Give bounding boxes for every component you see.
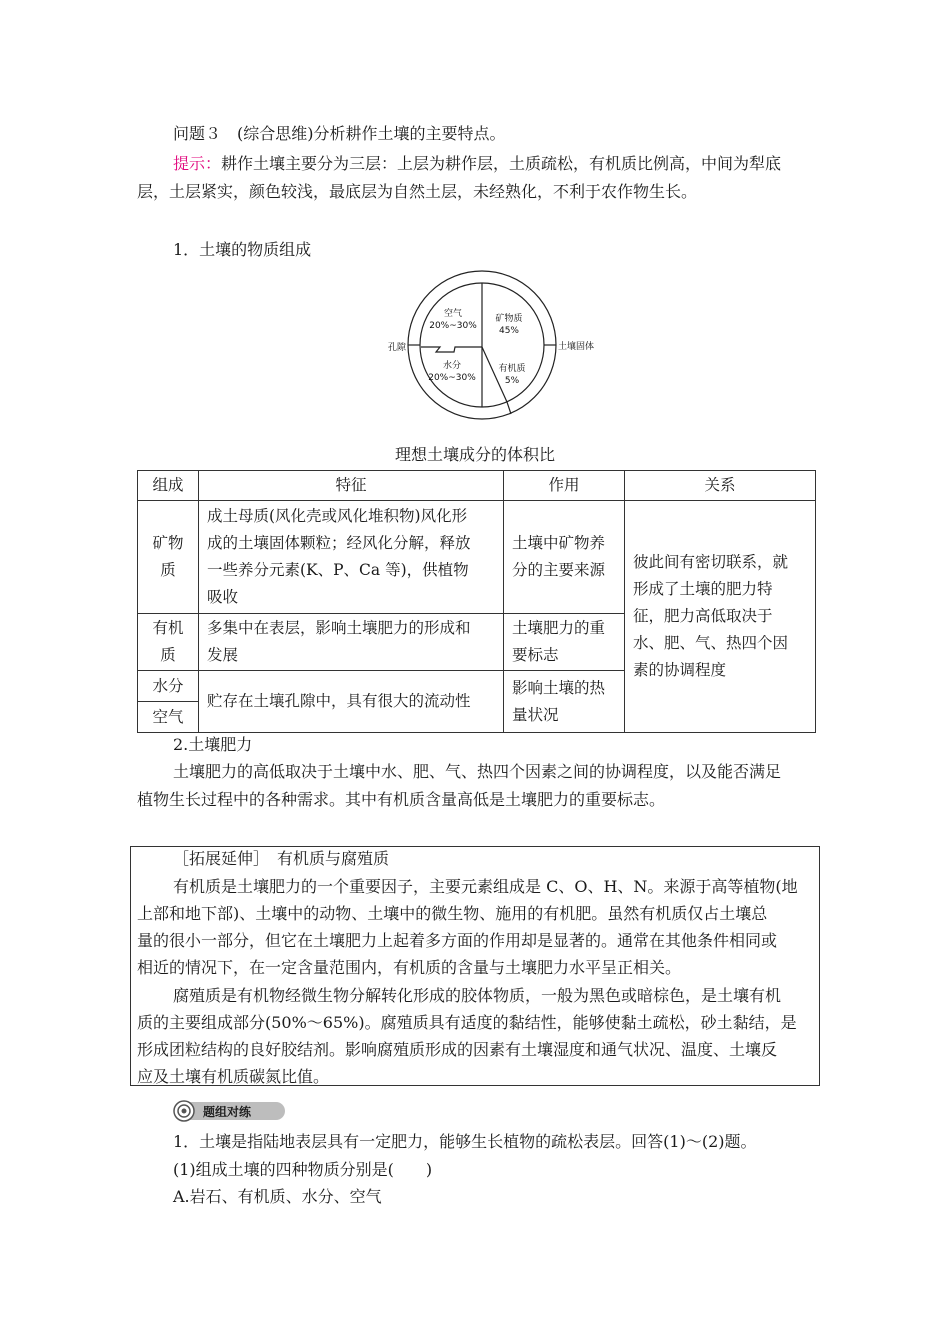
pore-label: 孔隙 bbox=[387, 343, 407, 353]
cell-role: 土壤中矿物养 分的主要来源 bbox=[504, 501, 625, 614]
cell-relation: 彼此间有密切联系，就 形成了土壤的肥力特 征，肥力高低取决于 水、肥、气、热四个因 素的协调程度 bbox=[625, 501, 816, 733]
practice-question-1-sub: (1)组成土壤的四种物质分别是( ) bbox=[173, 1160, 433, 1179]
organic-divider bbox=[482, 347, 507, 402]
air-value: 20%~30% bbox=[429, 321, 477, 331]
pore-divider bbox=[421, 347, 482, 352]
hint-text: 耕作土壤主要分为三层：上层为耕作层，土质疏松，有机质比例高，中间为犁底 bbox=[221, 154, 782, 173]
organic-value: 5% bbox=[504, 376, 520, 386]
section-2-line-2: 植物生长过程中的各种需求。其中有机质含量高低是土壤肥力的重要标志。 bbox=[137, 790, 666, 809]
water-label: 水分 bbox=[442, 361, 462, 371]
hint-line-1 bbox=[173, 154, 781, 174]
practice-option-a: A.岩石、有机质、水分、空气 bbox=[173, 1187, 382, 1206]
cell-name-air: 空气 bbox=[138, 702, 199, 733]
diagram-caption: 理想土壤成分的体积比 bbox=[394, 445, 555, 464]
extension-p1-line-3: 量的很小一部分，但它在土壤肥力上起着多方面的作用却是显著的。通常在其他条件相同或 bbox=[137, 931, 778, 950]
organic-label: 有机质 bbox=[498, 364, 526, 374]
practice-badge-label: 题组对练 bbox=[203, 1105, 252, 1119]
table-header-row bbox=[138, 471, 816, 501]
question-3-title: 问题３ (综合思维)分析耕作土壤的主要特点。 bbox=[173, 124, 506, 143]
cell-name: 矿物 质 bbox=[138, 501, 199, 614]
extension-p1-line-2: 上部和地下部)、土壤中的动物、土壤中的微生物、施用的有机肥。虽然有机质仅占土壤总 bbox=[137, 904, 768, 923]
cell-role: 影响土壤的热 量状况 bbox=[504, 671, 625, 733]
extension-p1-line-1: 有机质是土壤肥力的一个重要因子，主要元素组成是 C、O、H、N。来源于高等植物(地 bbox=[173, 877, 798, 896]
mineral-value: 45% bbox=[498, 326, 520, 336]
cell-feature: 多集中在表层，影响土壤肥力的形成和 发展 bbox=[199, 614, 504, 671]
extension-p2-line-4: 应及土壤有机质碳氮比值。 bbox=[137, 1067, 330, 1086]
header-role: 作用 bbox=[504, 471, 625, 501]
header-composition: 组成 bbox=[138, 471, 199, 501]
soil-composition-diagram bbox=[385, 265, 600, 425]
mineral-label: 矿物质 bbox=[495, 314, 523, 324]
water-value: 20%~30% bbox=[428, 373, 476, 383]
extension-heading: ［拓展延伸］ 有机质与腐殖质 bbox=[173, 849, 390, 868]
section-1-heading: 1．土壤的物质组成 bbox=[173, 240, 312, 259]
extension-p2-line-3: 形成团粒结构的良好胶结剂。影响腐殖质形成的因素有土壤湿度和通气状况、温度、土壤反 bbox=[137, 1040, 778, 1059]
cell-feature: 贮存在土壤孔隙中，具有很大的流动性 bbox=[199, 671, 504, 733]
practice-question-1: 1．土壤是指陆地表层具有一定肥力，能够生长植物的疏松表层。回答(1)～(2)题。 bbox=[173, 1132, 757, 1151]
section-2-heading: 2.土壤肥力 bbox=[173, 735, 253, 754]
extension-p1-line-4: 相近的情况下，在一定含量范围内，有机质的含量与土壤肥力水平呈正相关。 bbox=[137, 958, 682, 977]
extension-p2-line-1: 腐殖质是有机物经微生物分解转化形成的胶体物质，一般为黑色或暗棕色，是土壤有机 bbox=[173, 986, 782, 1005]
table-row bbox=[138, 501, 816, 614]
cell-name: 有机 质 bbox=[138, 614, 199, 671]
cell-name-water: 水分 bbox=[138, 671, 199, 702]
hint-line-2: 层，土层紧实，颜色较浅，最底层为自然土层，未经熟化，不利于农作物生长。 bbox=[137, 182, 698, 201]
header-relation: 关系 bbox=[625, 471, 816, 501]
header-feature: 特征 bbox=[199, 471, 504, 501]
air-label: 空气 bbox=[443, 309, 463, 319]
practice-badge bbox=[173, 1100, 285, 1122]
cell-role: 土壤肥力的重 要标志 bbox=[504, 614, 625, 671]
extension-p2-line-2: 质的主要组成部分(50%～65%)。腐殖质具有适度的黏结性，能够使黏土疏松，砂土黏结，是 bbox=[137, 1013, 797, 1032]
cell-feature: 成土母质(风化壳或风化堆积物)风化形 成的土壤固体颗粒；经风化分解，释放 一些养分元素(K、P、Ca 等)，供植物 吸收 bbox=[199, 501, 504, 614]
organic-divider-outer bbox=[507, 402, 511, 414]
hint-label: 提示： bbox=[173, 154, 222, 173]
section-2-line-1: 土壤肥力的高低取决于土壤中水、肥、气、热四个因素之间的协调程度，以及能否满足 bbox=[173, 762, 782, 781]
solid-label: 土壤固体 bbox=[557, 342, 595, 352]
soil-composition-table bbox=[137, 470, 816, 733]
